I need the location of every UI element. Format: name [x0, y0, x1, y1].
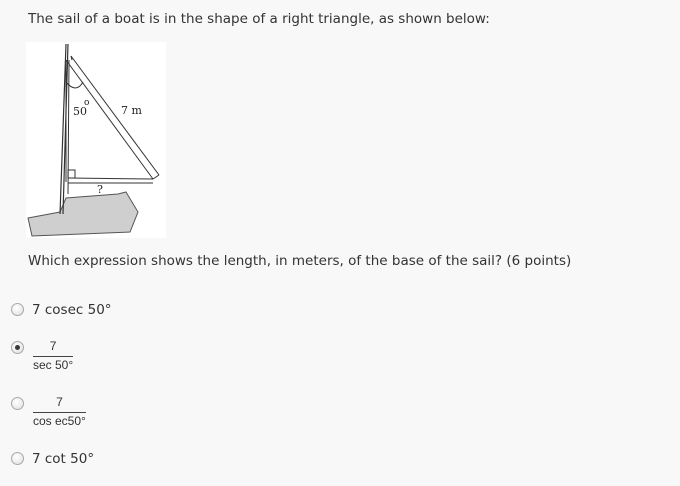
question-text: Which expression shows the length, in meters, of the base of the sail? (6 points)	[28, 253, 572, 269]
sailboat-figure	[26, 42, 166, 238]
degree-mark: o	[84, 98, 90, 108]
base-label: ?	[97, 183, 103, 196]
fraction-numerator: 7	[56, 395, 63, 409]
answer-option-2-fraction	[33, 340, 73, 372]
fraction-numerator: 7	[49, 339, 57, 353]
answer-option-1-text: 7 cosec 50°	[32, 302, 112, 318]
radio-button-1[interactable]	[11, 303, 24, 316]
angle-label: 50	[73, 105, 87, 118]
fraction-denominator: sec 50°	[33, 358, 74, 372]
radio-button-2[interactable]	[11, 341, 24, 354]
fraction-denominator: cos ec50°	[33, 414, 86, 428]
radio-button-3[interactable]	[11, 397, 24, 410]
answer-option-3-fraction	[33, 396, 86, 428]
radio-button-4[interactable]	[11, 452, 24, 465]
hypotenuse-label: 7 m	[121, 104, 142, 117]
question-prompt: The sail of a boat is in the shape of a right triangle, as shown below:	[28, 11, 490, 27]
answer-option-4-text: 7 cot 50°	[32, 451, 95, 467]
sailboat-diagram	[26, 42, 166, 238]
